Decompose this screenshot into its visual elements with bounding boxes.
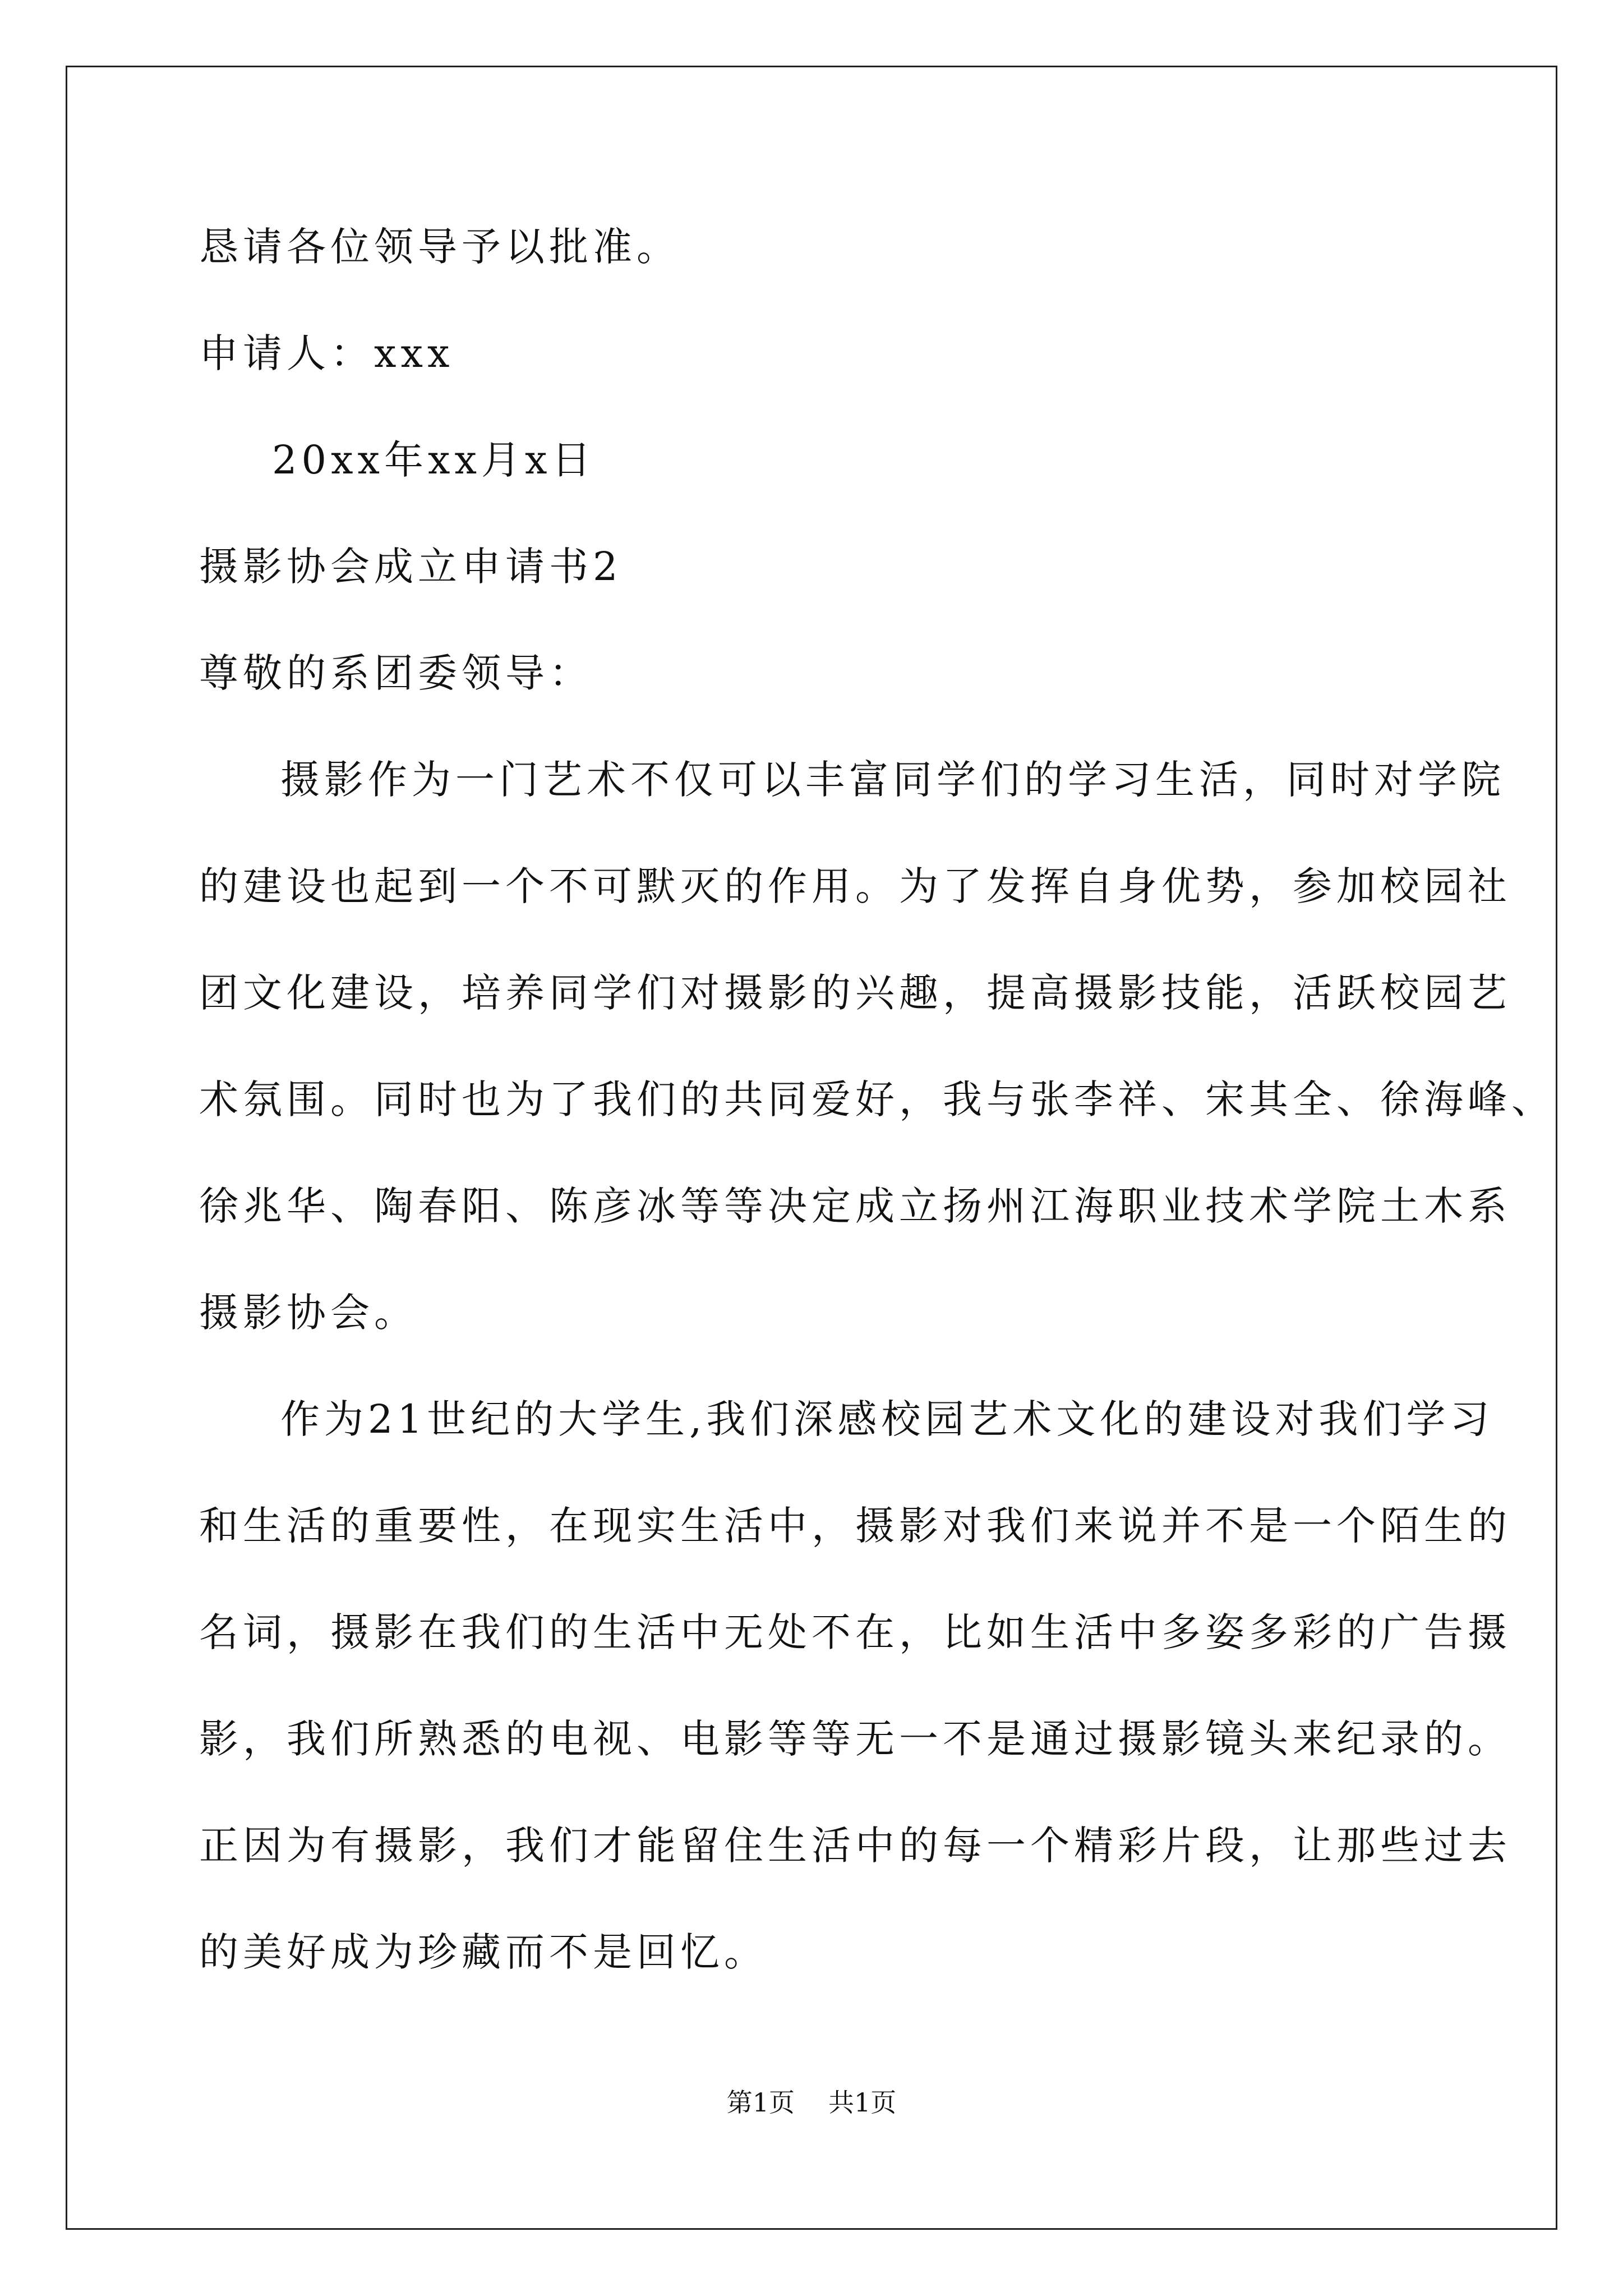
page-footer [0, 2086, 1623, 2119]
paragraph-line: 和生活的重要性，在现实生活中，摄影对我们来说并不是一个陌生的 [199, 1503, 1511, 1549]
paragraph-line: 名词，摄影在我们的生活中无处不在，比如生活中多姿多彩的广告摄 [199, 1609, 1511, 1655]
paragraph-line: 作为21世纪的大学生,我们深感校园艺术文化的建设对我们学习 [280, 1396, 1494, 1442]
document-body [199, 194, 1555, 2005]
date-line: 20xx年xx月x日 [272, 437, 596, 483]
section-title: 摄影协会成立申请书2 [199, 544, 623, 590]
paragraph-line: 的美好成为珍藏而不是回忆。 [199, 1929, 768, 1975]
paragraph-line: 徐兆华、陶春阳、陈彦冰等等决定成立扬州江海职业技术学院土木系 [199, 1183, 1511, 1229]
paragraph-line: 摄影协会。 [199, 1290, 418, 1336]
page-number-current: 第1页 [726, 2087, 795, 2118]
paragraph-line: 团文化建设，培养同学们对摄影的兴趣，提高摄影技能，活跃校园艺 [199, 970, 1511, 1016]
applicant-line: 申请人：xxx [199, 330, 454, 376]
page-number-total: 共1页 [828, 2087, 897, 2118]
paragraph-line: 术氛围。同时也为了我们的共同爱好，我与张李祥、宋其全、徐海峰、 [199, 1076, 1555, 1122]
paragraph-line: 摄影作为一门艺术不仅可以丰富同学们的学习生活，同时对学院 [280, 757, 1505, 803]
paragraph-line: 影，我们所熟悉的电视、电影等等无一不是通过摄影镜头来纪录的。 [199, 1716, 1511, 1762]
paragraph-line: 的建设也起到一个不可默灭的作用。为了发挥自身优势，参加校园社 [199, 863, 1511, 909]
paragraph-line: 正因为有摄影，我们才能留住生活中的每一个精彩片段，让那些过去 [199, 1823, 1511, 1869]
text-line: 恳请各位领导予以批准。 [199, 224, 680, 270]
salutation: 尊敬的系团委领导： [199, 650, 593, 696]
